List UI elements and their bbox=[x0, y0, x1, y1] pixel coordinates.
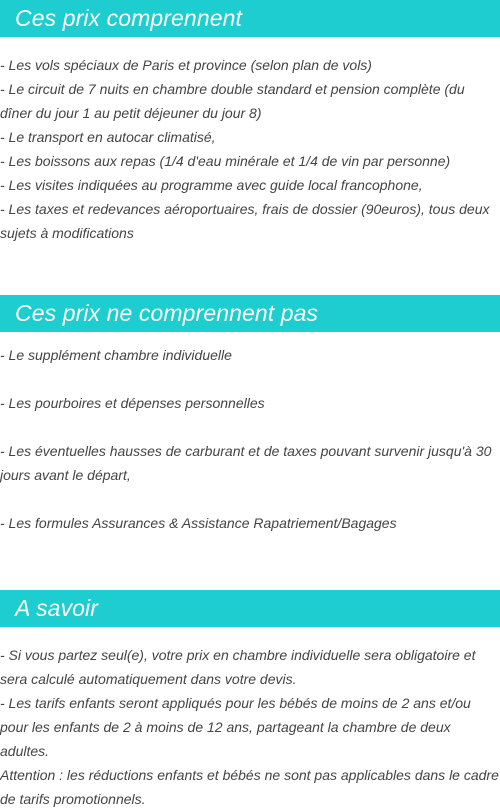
not-included-header bbox=[0, 295, 500, 332]
included-item: - Le circuit de 7 nuits en chambre double standard et pension complète (du dîner du jour 1 au petit déjeuner du jour 8) bbox=[0, 81, 465, 121]
spacer bbox=[0, 487, 500, 511]
good-to-know-item: - Si vous partez seul(e), votre prix en chambre individuelle sera obligatoire et sera calculé automatiquement dans votre devis. bbox=[0, 647, 476, 687]
good-to-know-item: - Les tarifs enfants seront appliqués pour les bébés de moins de 2 ans et/ou pour les enfants de 2 à moins de 12 ans, partageant la chambre de deux adultes. bbox=[0, 695, 471, 759]
good-to-know-section bbox=[0, 590, 500, 811]
good-to-know-header bbox=[0, 590, 500, 627]
included-section bbox=[0, 0, 500, 245]
not-included-title: Ces prix ne comprennent pas bbox=[15, 300, 319, 326]
included-list bbox=[0, 37, 500, 245]
included-item: - Les vols spéciaux de Paris et province (selon plan de vols) bbox=[0, 57, 372, 73]
included-item: - Les taxes et redevances aéroportuaires, frais de dossier (90euros), tous deux sujets à modifications bbox=[0, 201, 490, 241]
included-title: Ces prix comprennent bbox=[15, 5, 242, 31]
not-included-item: - Le supplément chambre individuelle bbox=[0, 347, 232, 363]
good-to-know-item: Attention : les réductions enfants et bébés ne sont pas applicables dans le cadre de tarifs promotionnels. bbox=[0, 767, 499, 807]
included-item: - Les visites indiquées au programme avec guide local francophone, bbox=[0, 177, 423, 193]
included-item: - Le transport en autocar climatisé, bbox=[0, 129, 216, 145]
not-included-item: - Les formules Assurances & Assistance Rapatriement/Bagages bbox=[0, 515, 397, 531]
not-included-section bbox=[0, 295, 500, 535]
not-included-list bbox=[0, 332, 500, 535]
not-included-item: - Les éventuelles hausses de carburant et de taxes pouvant survenir jusqu'à 30 jours avant le départ, bbox=[0, 443, 492, 483]
good-to-know-title: A savoir bbox=[15, 595, 99, 621]
good-to-know-list bbox=[0, 627, 500, 811]
spacer bbox=[0, 415, 500, 439]
spacer bbox=[0, 367, 500, 391]
included-header bbox=[0, 0, 500, 37]
not-included-item: - Les pourboires et dépenses personnelles bbox=[0, 395, 265, 411]
included-item: - Les boissons aux repas (1/4 d'eau minérale et 1/4 de vin par personne) bbox=[0, 153, 451, 169]
